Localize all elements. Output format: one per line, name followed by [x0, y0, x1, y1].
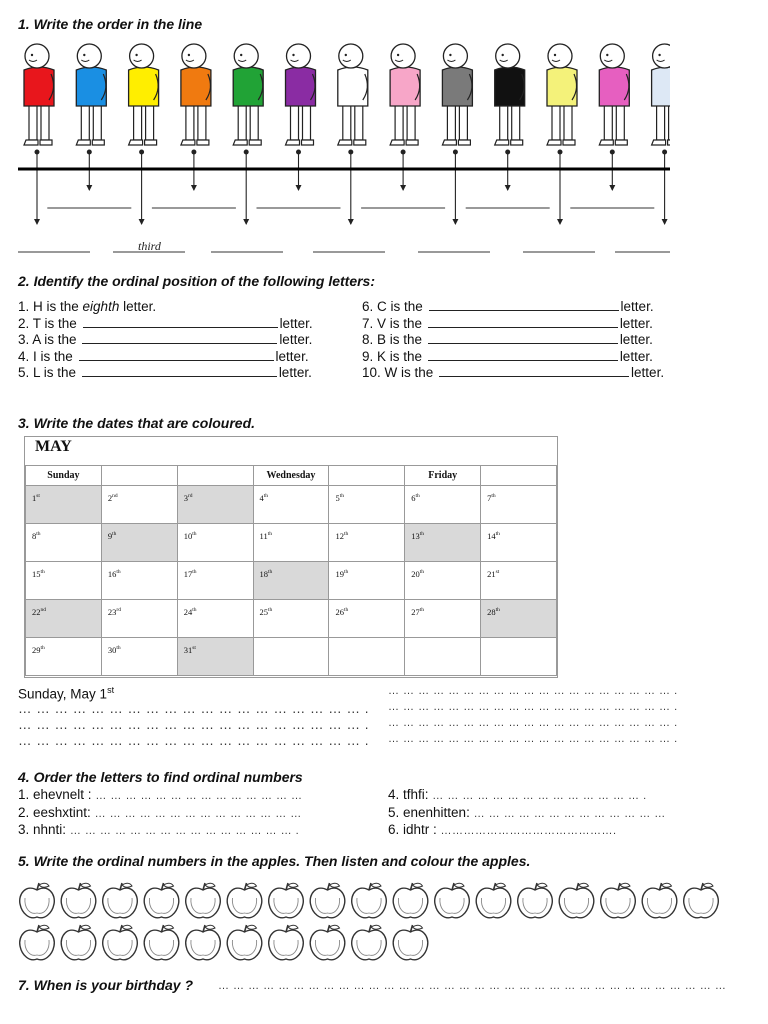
calendar-day: 7th — [481, 486, 557, 524]
children-line-illustration — [18, 40, 670, 260]
apple-outline[interactable] — [310, 925, 345, 960]
scramble-question: 6. idhtr : ………………………………………. — [388, 822, 617, 837]
answer-line[interactable]: … … … … … … … … … … … … … … … … … … … . — [388, 717, 678, 729]
calendar-day: 2nd — [101, 486, 177, 524]
apple-outline[interactable] — [352, 883, 387, 918]
section4-heading: 4. Order the letters to find ordinal numbers — [18, 769, 303, 785]
calendar-day-coloured: 28th — [481, 600, 557, 638]
apple-outline[interactable] — [476, 883, 511, 918]
child-figure — [129, 44, 159, 225]
calendar-header-row — [26, 466, 557, 486]
answer-line[interactable]: … … … … … … … … … … … … … … … … … … … . — [18, 733, 370, 748]
answer-blank[interactable] — [439, 365, 629, 377]
calendar-day-coloured: 13th — [405, 524, 481, 562]
answer-line[interactable]: … … … … … … … … … … … … … … … . — [69, 825, 300, 837]
letter-question: 9. K is the letter. — [362, 348, 653, 364]
calendar-day: 5th — [329, 486, 405, 524]
calendar-day-coloured: 9th — [101, 524, 177, 562]
child-figure — [338, 44, 368, 225]
day-header — [101, 466, 177, 486]
calendar-day: 17th — [177, 562, 253, 600]
letters-left-column — [18, 299, 313, 382]
scramble-question: 2. eeshxtint: … … … … … … … … … … … … … … — [18, 804, 302, 820]
apple-outline[interactable] — [269, 883, 304, 918]
example-answer: Sunday, May 1st — [18, 685, 115, 702]
calendar-day: 16th — [101, 562, 177, 600]
scramble-question: 1. ehevnelt : … … … … … … … … … … … … … … — [18, 787, 303, 802]
day-header — [481, 466, 557, 486]
answer-line[interactable]: … … … … … … … … … … … … … … — [94, 807, 302, 820]
calendar-day: 10th — [177, 524, 253, 562]
calendar-day — [481, 638, 557, 676]
apple-outline[interactable] — [642, 883, 677, 918]
date-answer-lines — [18, 685, 678, 749]
section2-heading: 2. Identify the ordinal position of the following letters: — [18, 273, 375, 289]
answer-line[interactable]: … … … … … … … … … … … … … … … … … … … . — [388, 701, 678, 713]
scramble-question: 3. nhnti: … … … … … … … … … … … … … … … . — [18, 822, 300, 837]
answer-blank[interactable] — [428, 316, 618, 328]
scramble-question: 5. enenhitten: … … … … … … … … … … … … … — [388, 804, 666, 820]
section5-heading: 5. Write the ordinal numbers in the apples. Then listen and colour the apples. — [18, 853, 531, 869]
calendar-day: 19th — [329, 562, 405, 600]
answer-blank[interactable] — [79, 349, 274, 361]
section7-heading: 7. When is your birthday ? — [18, 977, 194, 993]
letter-question: 7. V is the letter. — [362, 315, 653, 331]
calendar-day-coloured: 31st — [177, 638, 253, 676]
calendar-day: 24th — [177, 600, 253, 638]
apple-outline[interactable] — [61, 925, 96, 960]
calendar-day — [329, 638, 405, 676]
answer-line[interactable]: … … … … … … … … … … … … … … — [95, 790, 303, 802]
answer-blank[interactable] — [83, 316, 278, 328]
answer-line[interactable]: ………………………………………. — [440, 825, 617, 837]
letter-question: 2. T is the letter. — [18, 315, 313, 331]
scrambled-left-column — [18, 787, 303, 840]
calendar-day: 14th — [481, 524, 557, 562]
day-header — [329, 466, 405, 486]
calendar-day: 26th — [329, 600, 405, 638]
apple-outline[interactable] — [103, 925, 138, 960]
section1-heading: 1. Write the order in the line — [18, 16, 203, 32]
calendar-day: 27th — [405, 600, 481, 638]
calendar-day-coloured: 1st — [26, 486, 102, 524]
apple-outline[interactable] — [186, 925, 221, 960]
apple-outline[interactable] — [393, 883, 428, 918]
calendar-day: 6th — [405, 486, 481, 524]
answer-line[interactable]: … … … … … … … … … … … … … … … … … … … . — [18, 701, 370, 716]
letter-question: 5. L is the letter. — [18, 365, 312, 380]
answer-blank[interactable] — [428, 332, 618, 344]
calendar-day — [405, 638, 481, 676]
child-figure — [233, 44, 263, 225]
answer-blank[interactable] — [82, 332, 277, 344]
apple-outline[interactable] — [186, 883, 221, 918]
day-header: Sunday — [26, 466, 102, 486]
may-calendar — [24, 436, 558, 678]
answer-line[interactable]: … … … … … … … … … … … … … … … … … … … . — [388, 685, 678, 697]
apple-outline[interactable] — [20, 925, 55, 960]
calendar-day — [253, 638, 329, 676]
answer-blank[interactable] — [428, 349, 618, 361]
apple-outline[interactable] — [310, 883, 345, 918]
apple-outline[interactable] — [144, 883, 179, 918]
calendar-month-title: MAY — [35, 438, 72, 455]
calendar-day: 25th — [253, 600, 329, 638]
calendar-week-row — [26, 486, 557, 524]
calendar-day: 12th — [329, 524, 405, 562]
apple-outline[interactable] — [559, 883, 594, 918]
calendar-day: 8th — [26, 524, 102, 562]
letter-question: 4. I is the letter. — [18, 348, 309, 364]
scramble-question: 4. tfhfi: … … … … … … … … … … … … … … . — [388, 787, 647, 802]
answer-text: eighth — [82, 299, 120, 314]
child-figure — [24, 44, 54, 225]
calendar-week-row — [26, 638, 557, 676]
answer-line[interactable]: … … … … … … … … … … … … … … … … … … … . — [388, 733, 678, 745]
letter-question: 1. H is the eighth letter. — [18, 299, 157, 314]
calendar-day: 11th — [253, 524, 329, 562]
letter-question: 6. C is the letter. — [362, 299, 654, 314]
calendar-week-row — [26, 562, 557, 600]
apple-outline[interactable] — [518, 883, 553, 918]
apple-outline[interactable] — [684, 883, 719, 918]
calendar-week-row — [26, 524, 557, 562]
answer-blank[interactable] — [82, 365, 277, 377]
apple-outline[interactable] — [352, 925, 387, 960]
calendar-day: 29th — [26, 638, 102, 676]
apple-outline[interactable] — [144, 925, 179, 960]
apple-outline[interactable] — [227, 925, 262, 960]
letters-right-column — [362, 299, 664, 382]
birthday-answer-line[interactable]: … … … … … … … … … … … … … … … … … … … … … … … … … … … … … … … … … … — [218, 980, 727, 992]
apple-outline[interactable] — [103, 883, 138, 918]
answer-line[interactable]: … … … … … … … … … … … … … … . — [432, 790, 647, 802]
example-answer-third: third — [138, 239, 161, 253]
child-figure — [442, 44, 472, 225]
section3-heading: 3. Write the dates that are coloured. — [18, 415, 256, 431]
calendar-grid — [25, 465, 557, 676]
day-header — [177, 466, 253, 486]
answer-line[interactable]: … … … … … … … … … … … … … — [473, 807, 666, 820]
day-header: Wednesday — [253, 466, 329, 486]
calendar-day-coloured: 22nd — [26, 600, 102, 638]
calendar-day: 23rd — [101, 600, 177, 638]
apple-outline[interactable] — [227, 883, 262, 918]
child-figure — [652, 44, 670, 225]
calendar-day: 30th — [101, 638, 177, 676]
apple-outline[interactable] — [435, 883, 470, 918]
day-header: Friday — [405, 466, 481, 486]
letter-question: 3. A is the letter. — [18, 332, 313, 347]
calendar-day: 15th — [26, 562, 102, 600]
apple-outline[interactable] — [61, 883, 96, 918]
answer-blank[interactable] — [429, 299, 619, 311]
calendar-day: 21st — [481, 562, 557, 600]
apple-outline[interactable] — [20, 883, 55, 918]
apple-outline[interactable] — [269, 925, 304, 960]
letter-question: 10. W is the letter. — [362, 365, 665, 380]
scrambled-right-column — [388, 787, 666, 840]
calendar-day-coloured: 3rd — [177, 486, 253, 524]
calendar-day: 4th — [253, 486, 329, 524]
answer-line[interactable]: … … … … … … … … … … … … … … … … … … … . — [18, 717, 370, 732]
calendar-week-row — [26, 600, 557, 638]
letter-question: 8. B is the letter. — [362, 332, 653, 347]
apple-outline[interactable] — [601, 883, 636, 918]
apples-grid — [18, 880, 728, 965]
calendar-day: 20th — [405, 562, 481, 600]
calendar-day-coloured: 18th — [253, 562, 329, 600]
apple-outline[interactable] — [393, 925, 428, 960]
child-figure — [547, 44, 577, 225]
